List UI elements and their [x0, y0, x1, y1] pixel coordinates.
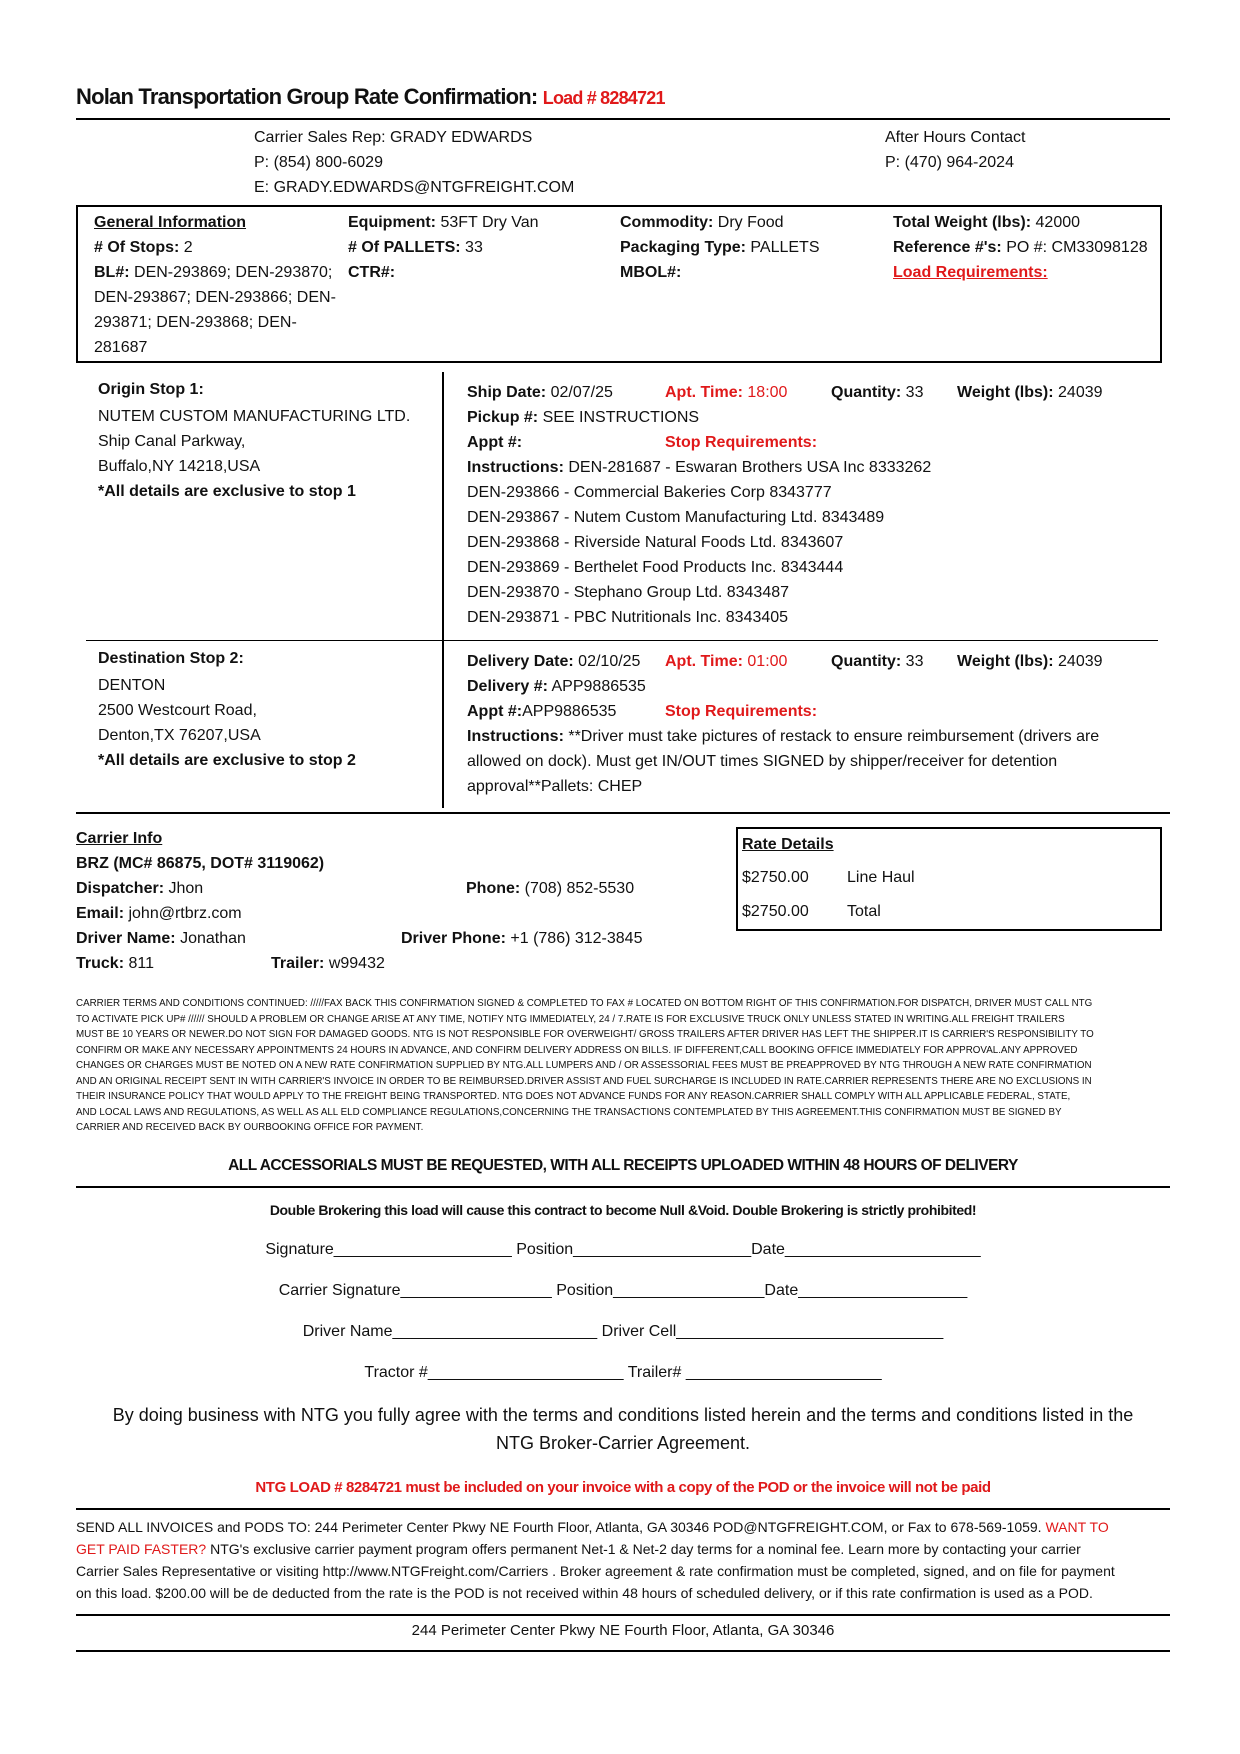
origin-note: *All details are exclusive to stop 1 [98, 483, 356, 500]
bottom-rule [76, 1650, 1170, 1652]
pallets-value: 33 [465, 239, 483, 256]
get-paid-faster-text: GET PAID FASTER? [76, 1541, 207, 1557]
instr-line: DEN-293867 - Nutem Custom Manufacturing Ltd. 8343489 [467, 509, 885, 526]
apt-value: 01:00 [747, 653, 788, 670]
carrier-email [76, 905, 242, 923]
pallets [348, 239, 483, 257]
ship-date-label: Ship Date: [467, 384, 547, 401]
phone-label: Phone: [466, 880, 521, 897]
origin-appt [467, 434, 522, 452]
email-label: Email: [76, 905, 125, 922]
destination-address2: Denton,TX 76207,USA [98, 727, 261, 744]
sales-email: E: GRADY.EDWARDS@NTGFREIGHT.COM [254, 179, 575, 196]
after-hours-label: After Hours Contact [885, 129, 1026, 146]
trailer-value: w99432 [328, 955, 385, 972]
equipment-value: 53FT Dry Van [440, 214, 539, 231]
rate-heading: Rate Details [742, 836, 834, 853]
rate-amount: $2750.00 [742, 869, 809, 886]
terms-block [76, 996, 1094, 1136]
sales-phone: P: (854) 800-6029 [254, 154, 383, 171]
qty-label: Quantity: [831, 384, 902, 401]
wt-label: Weight (lbs): [957, 653, 1054, 670]
origin-quantity [831, 384, 923, 402]
destination-quantity [831, 653, 923, 671]
wt-value: 24039 [1058, 384, 1103, 401]
stops-label: # Of Stops: [94, 239, 180, 256]
terms-line: CONFIRM OR MAKE ANY NECESSARY APPOINTMENTS 24 HOURS IN ADVANCE, AND CONFIRM DELIVERY ADDRESS ON BILLS. IF DIFFERENT,CALL BOOKING OFFICE IMMEDIATELY FOR APPROVAL.ANY APPROVED [76, 1044, 1078, 1056]
origin-weight [957, 384, 1103, 402]
notice-rule [76, 1186, 1170, 1188]
driver-phone-label: Driver Phone: [401, 930, 506, 947]
carrier-heading: Carrier Info [76, 830, 163, 847]
instr-line: DEN-281687 - Eswaran Brothers USA Inc 8333262 [568, 459, 932, 476]
section-rule [76, 812, 1170, 814]
address-footer: 244 Perimeter Center Pkwy NE Fourth Floor, Atlanta, GA 30346 [411, 1622, 835, 1639]
delivery-value: APP9886535 [551, 678, 646, 695]
ship-date [467, 384, 613, 402]
origin-stop-requirements: Stop Requirements: [665, 434, 818, 451]
instr-line: allowed on dock). Must get IN/OUT times SIGNED by shipper/receiver for detention [467, 753, 1058, 770]
origin-address2: Buffalo,NY 14218,USA [98, 458, 261, 475]
dispatcher [76, 880, 203, 898]
title-rule [76, 118, 1170, 120]
appt-value: APP9886535 [522, 703, 617, 720]
reference-label: Reference #'s: [893, 239, 1002, 256]
terms-line: AND LOCAL LAWS AND REGULATIONS, AS WELL AS ALL ELD COMPLIANCE REGULATIONS,CONCERNING THE TRANSACTIONS CONTEMPLATED BY THIS AGREEMENT.THIS CONFIRMATION MUST BE SIGNED BY [76, 1106, 1062, 1118]
instr-line: DEN-293869 - Berthelet Food Products Inc. 8343444 [467, 559, 844, 576]
driver-name [76, 930, 246, 948]
load-requirements: Load Requirements: [893, 264, 1048, 281]
footer-rule [76, 1614, 1170, 1616]
instr-line: **Driver must take pictures of restack to ensure reimbursement (drivers are [568, 728, 1100, 745]
qty-value: 33 [905, 653, 924, 670]
sales-rep: Carrier Sales Rep: GRADY EDWARDS [254, 129, 533, 146]
weight-label: Total Weight (lbs): [893, 214, 1032, 231]
origin-address1: Ship Canal Parkway, [98, 433, 246, 450]
invoice-rule [76, 1508, 1170, 1510]
pickup-value: SEE INSTRUCTIONS [542, 409, 700, 426]
ship-date-value: 02/07/25 [550, 384, 613, 401]
commodity-label: Commodity: [620, 214, 714, 231]
commodity [620, 214, 784, 232]
destination-appt [467, 703, 616, 721]
agreement-line1: By doing business with NTG you fully agree with the terms and conditions listed herein and the terms and conditions listed in the [112, 1405, 1134, 1425]
total-weight [893, 214, 1080, 232]
truck-value: 811 [128, 955, 154, 972]
signature-line[interactable]: Signature____________________ Position____________________Date______________________ [265, 1241, 981, 1258]
delivery-number [467, 678, 646, 696]
wt-value: 24039 [1058, 653, 1103, 670]
instr-line: approval**Pallets: CHEP [467, 778, 643, 795]
equipment [348, 214, 539, 232]
destination-heading: Destination Stop 2: [98, 650, 244, 667]
packaging-label: Packaging Type: [620, 239, 746, 256]
footer-text: SEND ALL INVOICES and PODS TO: 244 Perimeter Center Pkwy NE Fourth Floor, Atlanta, GA 30346 POD@NTGFREIGHT.COM, or Fax to 678-569-1059. [76, 1519, 1042, 1535]
rate-label: Total [847, 903, 881, 920]
terms-line: CHANGES OR CHARGES MUST BE NOTED ON A NEW RATE CONFIRMATION SUPPLIED BY NTG.ALL LUMPERS AND / OR ASSESSORIAL FEES MUST BE PREAPPROVED BY NTG THROUGH A NEW RATE CONFIRMATION [76, 1060, 1092, 1071]
reference [893, 239, 1148, 257]
terms-line: CARRIER AND RECEIVED BACK BY OURBOOKING OFFICE FOR PAYMENT. [76, 1122, 424, 1133]
email-value: john@rtbrz.com [128, 905, 242, 922]
packaging [620, 239, 820, 257]
bl-label: BL#: [94, 264, 130, 281]
dispatcher-label: Dispatcher: [76, 880, 165, 897]
pickup-number [467, 409, 699, 427]
packaging-value: PALLETS [750, 239, 820, 256]
instr-line: DEN-293866 - Commercial Bakeries Corp 8343777 [467, 484, 832, 501]
carrier-signature-line[interactable]: Carrier Signature_________________ Position_________________Date___________________ [278, 1282, 968, 1299]
carrier-name: BRZ (MC# 86875, DOT# 3119062) [76, 855, 325, 872]
load-number: Load # 8284721 [542, 88, 665, 108]
destination-note: *All details are exclusive to stop 2 [98, 752, 356, 769]
destination-apt-time [665, 653, 787, 671]
stop-separator [86, 640, 1158, 641]
appt-label: Appt #: [467, 434, 523, 451]
driver-phone-value: +1 (786) 312-3845 [510, 930, 643, 947]
after-hours-phone: P: (470) 964-2024 [885, 154, 1014, 171]
origin-apt-time [665, 384, 787, 402]
equipment-label: Equipment: [348, 214, 436, 231]
delivery-label: Delivery #: [467, 678, 548, 695]
driver-name-line[interactable]: Driver Name_______________________ Driver Cell______________________________ [302, 1323, 944, 1340]
footer-line [76, 1516, 1115, 1538]
footer-line: on this load. $200.00 will be de deducted from the rate is the POD is not received within 48 hours of scheduled delivery, or if this rate confirmation is used as a POD. [76, 1585, 1093, 1601]
trailer [271, 955, 385, 973]
title-text: Nolan Transportation Group Rate Confirmation: [76, 84, 538, 109]
trailer-label: Trailer: [271, 955, 325, 972]
footer-info [76, 1516, 1115, 1604]
bl-line: DEN-293869; DEN-293870; [134, 264, 333, 281]
instr-line: DEN-293870 - Stephano Group Ltd. 8343487 [467, 584, 790, 601]
commodity-value: Dry Food [717, 214, 784, 231]
truck-label: Truck: [76, 955, 125, 972]
phone-value: (708) 852-5530 [524, 880, 635, 897]
stops-divider [442, 372, 444, 808]
footer-line: Carrier Sales Representative or visiting http://www.NTGFreight.com/Carriers . Broker agreement & rate confirmation must be completed, signed, and on file for payment [76, 1563, 1115, 1579]
pallets-label: # Of PALLETS: [348, 239, 461, 256]
weight-value: 42000 [1035, 214, 1081, 231]
carrier-phone [466, 880, 634, 898]
bl-line: DEN-293867; DEN-293866; DEN- [94, 289, 336, 306]
double-brokering-notice: Double Brokering this load will cause this contract to become Null &Void. Double Brokering is strictly prohibited! [269, 1202, 977, 1218]
driver-value: Jonathan [180, 930, 246, 947]
terms-line: TO ACTIVATE PICK UP# ////// SHOULD A PROBLEM OR CHANGE ARISE AT ANY TIME, NOTIFY NTG IMMEDIATELY, 24 / 7.RATE IS FOR EXCLUSIVE TRUCK ONLY UNLESS STATED IN WRITING.ALL FREIGHT TRAILERS [76, 1013, 1065, 1025]
mbol-label: MBOL#: [620, 264, 682, 281]
origin-instructions [467, 459, 931, 477]
general-info-heading: General Information [94, 214, 247, 231]
terms-line: THEIR INSURANCE POLICY THAT WOULD APPLY TO THE FREIGHT BEING TRANSPORTED. NTG DOES NOT ADVANCE FUNDS FOR ANY REASON.CARRIER SHALL COMPLY WITH ALL APPLICABLE FEDERAL, STATE, [76, 1091, 1071, 1102]
terms-line: CARRIER TERMS AND CONDITIONS CONTINUED: /////FAX BACK THIS CONFIRMATION SIGNED & COMPLETED TO FAX # LOCATED ON BOTTOM RIGHT OF THIS CONFIRMATION.FOR DISPATCH, DRIVER MUST CALL NTG [76, 998, 1093, 1009]
destination-stop-requirements: Stop Requirements: [665, 703, 818, 720]
instr-line: DEN-293871 - PBC Nutritionals Inc. 8343405 [467, 609, 789, 626]
origin-heading: Origin Stop 1: [98, 381, 204, 398]
bl-line: 293871; DEN-293868; DEN- [94, 314, 297, 331]
tractor-trailer-line[interactable]: Tractor #______________________ Trailer# ______________________ [364, 1364, 882, 1381]
driver-label: Driver Name: [76, 930, 176, 947]
stops-value: 2 [183, 239, 193, 256]
accessorials-notice: ALL ACCESSORIALS MUST BE REQUESTED, WITH ALL RECEIPTS UPLOADED WITHIN 48 HOURS OF DELIVERY [228, 1157, 1018, 1174]
reference-value: PO #: CM33098128 [1006, 239, 1148, 256]
instr-label: Instructions: [467, 728, 564, 745]
agreement-line2: NTG Broker-Carrier Agreement. [495, 1433, 751, 1453]
truck [76, 955, 154, 973]
destination-weight [957, 653, 1103, 671]
origin-name: NUTEM CUSTOM MANUFACTURING LTD. [98, 408, 411, 425]
dispatcher-value: Jhon [168, 880, 204, 897]
destination-address1: 2500 Westcourt Road, [98, 702, 257, 719]
wt-label: Weight (lbs): [957, 384, 1054, 401]
terms-line: AND AN ORIGINAL RECEIPT SENT IN WITH CARRIER'S INVOICE IN ORDER TO BE REIMBURSED.DRIVER ASSIST AND FUEL SURCHARGE IS INCLUDED IN RATE.CARRIER REPRESENTS THERE ARE NO EXCLUSIONS IN [76, 1075, 1092, 1087]
page-title [76, 84, 665, 110]
footer-line [76, 1538, 1115, 1560]
delivery-date-value: 02/10/25 [578, 653, 641, 670]
qty-value: 33 [905, 384, 924, 401]
apt-label: Apt. Time: [665, 653, 743, 670]
bl-numbers [94, 264, 332, 282]
instr-label: Instructions: [467, 459, 564, 476]
apt-label: Apt. Time: [665, 384, 743, 401]
ctr-label: CTR#: [348, 264, 396, 281]
stops-count [94, 239, 193, 257]
want-paid-text: WANT TO [1045, 1519, 1109, 1535]
pickup-label: Pickup #: [467, 409, 539, 426]
delivery-date-label: Delivery Date: [467, 653, 574, 670]
delivery-date [467, 653, 640, 671]
invoice-notice: NTG LOAD # 8284721 must be included on your invoice with a copy of the POD or the invoice will not be paid [255, 1479, 991, 1496]
instr-line: DEN-293868 - Riverside Natural Foods Ltd. 8343607 [467, 534, 844, 551]
destination-name: DENTON [98, 677, 166, 694]
terms-line: MUST BE 10 YEARS OR NEWER.DO NOT SIGN FOR DAMAGED GOODS. NTG IS NOT RESPONSIBLE FOR OVERWEIGHT/ GROSS TRAILERS AFTER DRIVER HAS LEFT THE SHIPPER.IT IS CARRIER'S RESPONSIBILITY TO [76, 1029, 1094, 1040]
bl-line: 281687 [94, 339, 148, 356]
destination-instructions [467, 728, 1099, 746]
driver-phone [401, 930, 642, 948]
qty-label: Quantity: [831, 653, 902, 670]
appt-label: Appt #: [467, 703, 523, 720]
rate-label: Line Haul [847, 869, 915, 886]
footer-text: NTG's exclusive carrier payment program offers permanent Net-1 & Net-2 day terms for a nominal fee. Learn more by contacting your carrier [210, 1541, 1081, 1557]
rate-amount: $2750.00 [742, 903, 809, 920]
apt-value: 18:00 [747, 384, 788, 401]
